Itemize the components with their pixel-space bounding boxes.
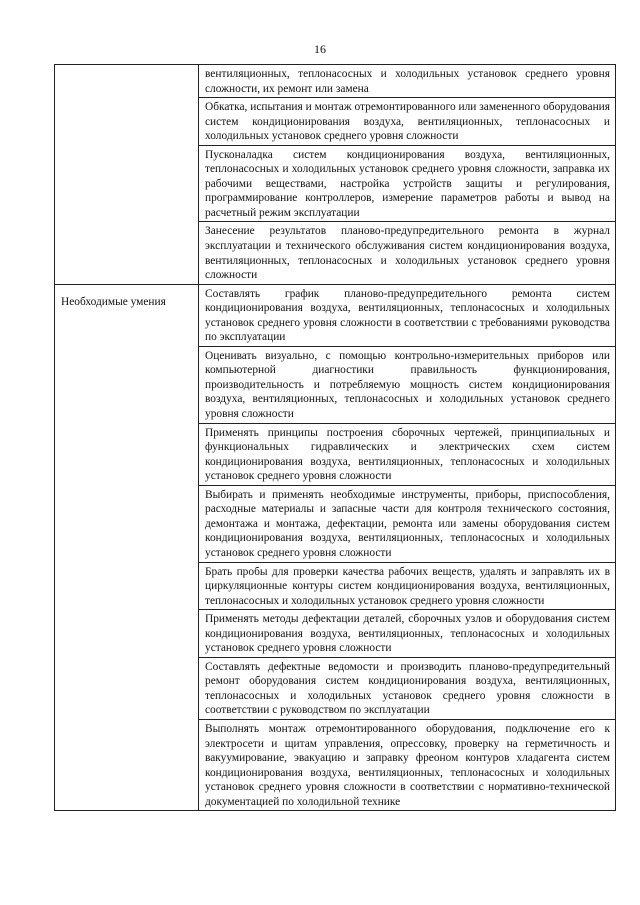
- list-item: [199, 719, 615, 810]
- table-row: [55, 284, 616, 811]
- list-item: [199, 346, 615, 423]
- item-text: Пусконаладка систем кондиционирования воздуха, вентиляционных, теплонасосных и холодильных установок среднего уровня сложности, заправка их рабочими веществами, настройка устройств защиты и регулирования, программирование контроллеров, измерение параметров работы и вывод на расчетный режим эксплуатации: [205, 148, 610, 219]
- page-number: 16: [314, 42, 326, 56]
- list-item: [199, 562, 615, 610]
- continuation-cell: [199, 65, 616, 285]
- item-text: Брать пробы для проверки качества рабочих веществ, удалять и заправлять их в циркуляционные контуры систем кондиционирования воздуха, вентиляционных, теплонасосных и холодильных установок среднего уровня сложности: [205, 565, 610, 607]
- list-item: [199, 145, 615, 222]
- item-text: Применять принципы построения сборочных чертежей, принципиальных и функциональных гидравлических и электрических схем систем кондиционирования воздуха, вентиляционных, теплонасосных и холодильных установок среднего уровня сложности: [205, 426, 610, 483]
- item-text: Выбирать и применять необходимые инструменты, приборы, приспособления, расходные материалы и запасные части для контроля технического состояния, демонтажа и монтажа, дефектации, ремонта или замены оборудования систем кондиционирования воздуха, вентиляционных, теплонасосных и холодильных установок среднего уровня сложности: [205, 488, 610, 559]
- item-text: Обкатка, испытания и монтаж отремонтированного или замененного оборудования систем кондиционирования воздуха, вентиляционных, теплонасосных и холодильных установок среднего уровня сложности: [205, 101, 610, 143]
- requirements-table: [54, 64, 616, 811]
- item-text: вентиляционных, теплонасосных и холодильных установок среднего уровня сложности, их ремонт или замена: [205, 68, 610, 95]
- list-item: [199, 609, 615, 657]
- skills-cell: [199, 284, 616, 811]
- list-item: [199, 221, 615, 283]
- item-text: Оценивать визуально, с помощью контрольно-измерительных приборов или компьютерной диагностики правильность функционирования, производительность и потребляемую мощность систем кондиционирования воздуха, вентиляционных, теплонасосных и холодильных установок среднего уровня сложности: [205, 349, 610, 421]
- list-item: [199, 65, 615, 97]
- item-text: Составлять дефектные ведомости и производить планово-предупредительный ремонт оборудования систем кондиционирования воздуха, вентиляционных, теплонасосных и холодильных установок среднего уровня сложности в соответствии с руководством по эксплуатации: [205, 660, 610, 717]
- list-item: [199, 485, 615, 562]
- section-label: Необходимые умения: [55, 284, 199, 811]
- label-cell-empty: [55, 65, 199, 285]
- table-row: [55, 65, 616, 285]
- list-item: [199, 423, 615, 485]
- list-item: [199, 657, 615, 719]
- item-text: Применять методы дефектации деталей, сборочных узлов и оборудования систем кондиционирования воздуха, вентиляционных, теплонасосных и холодильных установок среднего уровня сложности: [205, 613, 610, 655]
- item-text: Занесение результатов планово-предупредительного ремонта в журнал эксплуатации и технического обслуживания систем кондиционирования воздуха, вентиляционных, теплонасосных и холодильных установок среднего уровня сложности: [205, 225, 610, 282]
- list-item: [199, 97, 615, 145]
- list-item: [199, 285, 615, 346]
- item-text: Выполнять монтаж отремонтированного оборудования, подключение его к электросети и щитам управления, опрессовку, проверку на герметичность и вакуумирование, эвакуацию и заправку фреоном контуров хладагента систем кондиционирования воздуха, вентиляционных, теплонасосных и холодильных установок среднего уровня сложности в соответствии с нормативно-технической документацией по холодильной технике: [205, 722, 610, 808]
- item-text: Составлять график планово-предупредительного ремонта систем кондиционирования воздуха, вентиляционных, теплонасосных и холодильных установок среднего уровня сложности в соответствии с требованиями руководства по эксплуатации: [205, 287, 610, 344]
